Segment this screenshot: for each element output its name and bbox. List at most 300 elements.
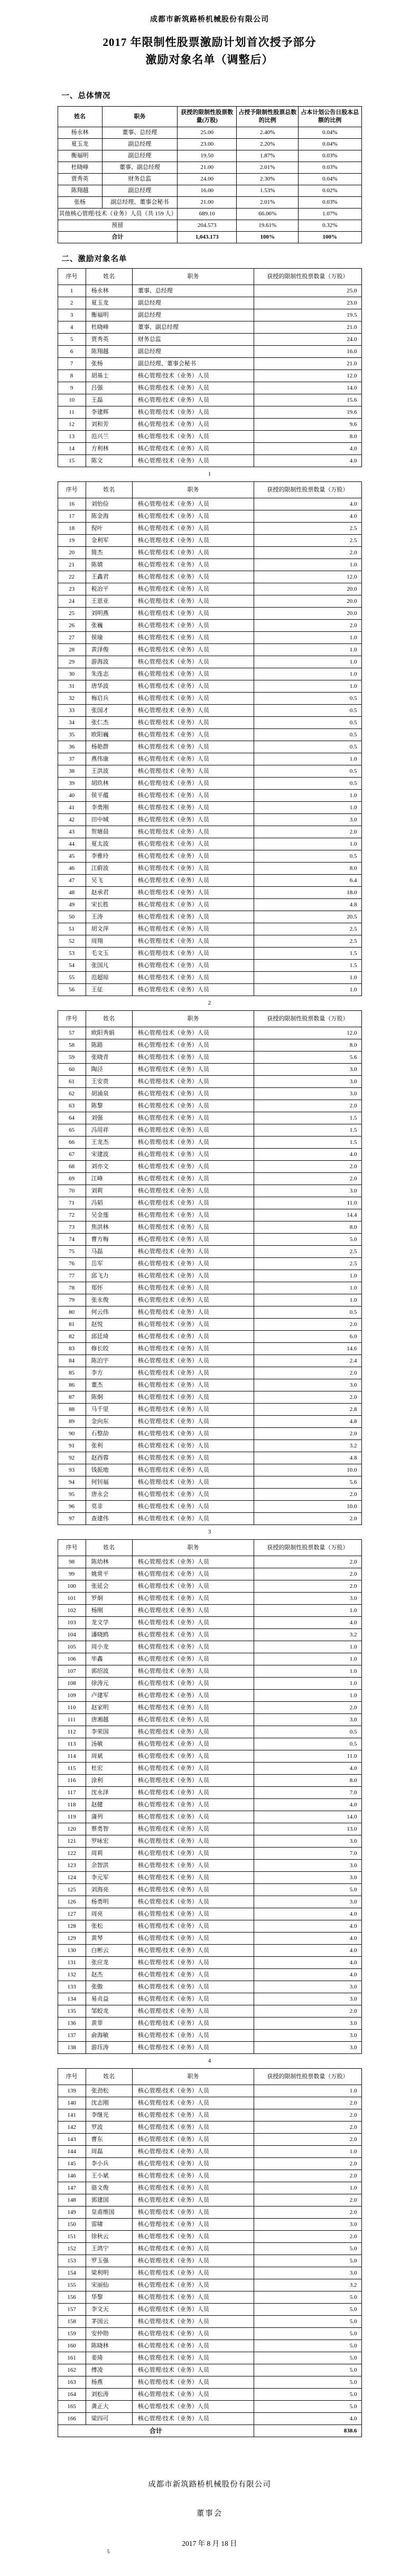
table-row (58, 1568, 361, 1580)
section-1-heading: 一、总体情况 (61, 92, 111, 100)
row-name: 何云伟 (86, 1306, 132, 1319)
summary-other-pct-granted: 66.06% (237, 209, 299, 220)
row-position: 核心管理/技术（业务）人员 (132, 2304, 254, 2316)
row-position: 核心管理/技术（业务）人员 (132, 1246, 254, 1258)
row-quantity: 8.0 (254, 1221, 361, 1234)
row-position: 核心管理/技术（业务）人员 (132, 1513, 254, 1525)
row-quantity: 8.0 (254, 863, 361, 875)
row-index: 86 (58, 1379, 86, 1391)
table-row (58, 1027, 361, 1039)
row-index: 33 (58, 705, 86, 717)
row-quantity: 5.0 (254, 2376, 361, 2389)
table-row (58, 717, 361, 729)
table-row (58, 1593, 361, 1605)
row-position: 核心管理/技术（业务）人员 (132, 1787, 254, 1799)
row-name: 江峰 (86, 1173, 132, 1185)
row-index: 150 (58, 2219, 86, 2231)
row-index: 34 (58, 717, 86, 729)
row-position: 核心管理/技术（业务）人员 (132, 1580, 254, 1593)
row-name: 曹东 (86, 2134, 132, 2146)
row-quantity: 4.0 (254, 1933, 361, 1945)
row-name: 李方 (86, 1367, 132, 1379)
row-index: 50 (58, 911, 86, 923)
row-name: 华黎 (86, 2291, 132, 2304)
row-quantity: 5.0 (254, 2401, 361, 2413)
table-row (58, 285, 361, 297)
row-position: 核心管理/技术（业务）人员 (132, 693, 254, 705)
row-index: 165 (58, 2401, 86, 2413)
row-name: 夏太波 (86, 838, 132, 850)
row-name: 皇甫维国 (86, 2206, 132, 2219)
row-quantity: 2.5 (254, 923, 361, 935)
list-header-cell: 获授的限制性股票数量（万股） (254, 1540, 361, 1556)
row-position: 核心管理/技术（业务）人员 (132, 2389, 254, 2401)
row-position: 核心管理/技术（业务）人员 (132, 443, 254, 455)
row-position: 核心管理/技术（业务）人员 (132, 2413, 254, 2425)
row-name: 范兴兰 (86, 431, 132, 443)
table-row (58, 1416, 361, 1428)
row-index: 105 (58, 1641, 86, 1653)
row-position: 核心管理/技术（业务）人员 (132, 1872, 254, 1884)
row-index: 79 (58, 1294, 86, 1306)
row-quantity: 4.0 (254, 1969, 361, 1981)
table-row (58, 1440, 361, 1452)
row-quantity: 3.0 (254, 2219, 361, 2231)
row-name: 卢建军 (86, 1690, 132, 1702)
row-index: 107 (58, 1665, 86, 1678)
list-header-cell: 职务 (132, 482, 254, 498)
row-index: 97 (58, 1513, 86, 1525)
row-quantity: 20.0 (254, 608, 361, 620)
row-quantity: 1.0 (254, 1294, 361, 1306)
row-quantity: 1.5 (254, 960, 361, 972)
row-position: 核心管理/技术（业务）人员 (132, 2194, 254, 2206)
row-index: 51 (58, 923, 86, 935)
row-quantity: 4.0 (254, 510, 361, 523)
row-name: 赵杰 (86, 1969, 132, 1981)
row-position: 副总经理 (132, 297, 254, 309)
row-name: 衡福明 (86, 309, 132, 321)
row-quantity: 1.5 (254, 948, 361, 960)
row-index: 69 (58, 1173, 86, 1185)
row-name: 陈金海 (86, 510, 132, 523)
row-name: 张国凡 (86, 960, 132, 972)
row-index: 132 (58, 1969, 86, 1981)
table-row (58, 2401, 361, 2413)
summary-reserved-qty: 204.573 (178, 220, 237, 232)
row-index: 148 (58, 2194, 86, 2206)
row-position: 核心管理/技术（业务）人员 (132, 2182, 254, 2194)
row-index: 99 (58, 1568, 86, 1580)
row-quantity: 3.0 (254, 1593, 361, 1605)
row-position: 核心管理/技术（业务）人员 (132, 1428, 254, 1440)
row-quantity: 0.5 (254, 778, 361, 790)
row-quantity: 1.0 (254, 668, 361, 680)
row-index: 129 (58, 1933, 86, 1945)
row-name: 姚常平 (86, 1568, 132, 1580)
row-quantity: 1.0 (254, 753, 361, 765)
row-quantity: 10.0 (254, 1501, 361, 1513)
row-quantity: 3.0 (254, 1088, 361, 1100)
table-row (58, 765, 361, 778)
summary-header-name: 姓名 (58, 107, 102, 127)
table-row (58, 1981, 361, 1993)
row-position: 核心管理/技术（业务）人员 (132, 394, 254, 406)
page-number: 1 (208, 471, 211, 477)
row-quantity: 2.5 (254, 523, 361, 535)
row-position: 核心管理/技术（业务）人员 (132, 1185, 254, 1197)
row-index: 62 (58, 1088, 86, 1100)
row-quantity: 1.0 (254, 1605, 361, 1617)
row-index: 66 (58, 1137, 86, 1149)
table-row (58, 814, 361, 826)
row-index: 153 (58, 2255, 86, 2267)
table-row (58, 778, 361, 790)
row-name: 王征 (86, 984, 132, 996)
row-index: 118 (58, 1799, 86, 1811)
table-row (58, 1957, 361, 1969)
row-name: 张巍 (86, 620, 132, 632)
row-index: 152 (58, 2243, 86, 2255)
row-position: 核心管理/技术（业务）人员 (132, 382, 254, 394)
row-quantity: 5.0 (254, 2389, 361, 2401)
row-quantity: 11.0 (254, 1750, 361, 1763)
row-name: 邹蛟龙 (86, 2005, 132, 2018)
table-row (58, 887, 361, 899)
row-position: 核心管理/技术（业务）人员 (132, 1835, 254, 1848)
summary-cell: 16.00 (178, 185, 237, 197)
row-position: 财务总监 (132, 334, 254, 346)
row-position: 核心管理/技术（业务）人员 (132, 935, 254, 948)
row-quantity: 2.0 (254, 1580, 361, 1593)
summary-cell: 2.01% (237, 197, 299, 209)
row-index: 158 (58, 2316, 86, 2328)
row-quantity: 3.2 (254, 1629, 361, 1641)
row-quantity: 14.4 (254, 1209, 361, 1221)
row-name: 傅凌 (86, 2364, 132, 2376)
row-quantity: 5.0 (254, 2328, 361, 2340)
table-row (58, 1258, 361, 1270)
row-name: 王鸿宁 (86, 2243, 132, 2255)
table-row (58, 705, 361, 717)
row-name: 宋丽仙 (86, 2279, 132, 2291)
row-quantity: 2.0 (254, 547, 361, 559)
table-row (58, 1993, 361, 2005)
table-row (58, 2304, 361, 2316)
row-index: 42 (58, 814, 86, 826)
row-quantity: 20.0 (254, 595, 361, 608)
row-name: 安仲勋 (86, 2328, 132, 2340)
row-index: 49 (58, 899, 86, 911)
row-quantity: 0.5 (254, 1738, 361, 1750)
row-index: 74 (58, 1234, 86, 1246)
row-index: 61 (58, 1076, 86, 1088)
row-name: 刘海亮 (86, 1884, 132, 1896)
table-row (58, 431, 361, 443)
summary-row (58, 185, 361, 197)
row-index: 24 (58, 595, 86, 608)
row-index: 45 (58, 850, 86, 863)
row-position: 核心管理/技术（业务）人员 (132, 1568, 254, 1580)
row-quantity: 6.4 (254, 875, 361, 887)
row-index: 60 (58, 1064, 86, 1076)
row-index: 135 (58, 2005, 86, 2018)
row-index: 38 (58, 765, 86, 778)
row-index: 63 (58, 1100, 86, 1112)
row-quantity: 2.0 (254, 1702, 361, 1714)
row-index: 128 (58, 1920, 86, 1933)
list-header-cell: 获授的限制性股票数量（万股） (254, 269, 361, 285)
row-position: 核心管理/技术（业务）人员 (132, 1993, 254, 2005)
table-row (58, 1726, 361, 1738)
incentive-table-segment (58, 2068, 362, 2437)
table-row (58, 1428, 361, 1440)
row-index: 55 (58, 972, 86, 984)
row-position: 核心管理/技术（业务）人员 (132, 498, 254, 510)
row-index: 10 (58, 394, 86, 406)
row-index: 156 (58, 2291, 86, 2304)
row-position: 核心管理/技术（业务）人员 (132, 510, 254, 523)
row-position: 副总经理 (132, 346, 254, 358)
row-quantity: 1.0 (254, 656, 361, 668)
row-position: 核心管理/技术（业务）人员 (132, 1306, 254, 1319)
row-position: 核心管理/技术（业务）人员 (132, 1137, 254, 1149)
row-index: 120 (58, 1823, 86, 1835)
table-row (58, 382, 361, 394)
row-index: 64 (58, 1112, 86, 1124)
row-name: 周翔 (86, 935, 132, 948)
row-position: 核心管理/技术（业务）人员 (132, 2042, 254, 2054)
row-position: 核心管理/技术（业务）人员 (132, 1763, 254, 1775)
list-header-cell: 序号 (58, 482, 86, 498)
row-name: 张国才 (86, 705, 132, 717)
summary-total-pct-capital: 100% (299, 232, 361, 243)
row-index: 114 (58, 1750, 86, 1763)
row-quantity: 8.0 (254, 1775, 361, 1787)
row-index: 121 (58, 1835, 86, 1848)
row-name: 修长皎 (86, 1343, 132, 1355)
row-name: 朱连志 (86, 668, 132, 680)
row-index: 7 (58, 358, 86, 370)
table-row (58, 583, 361, 595)
row-quantity: 1.0 (254, 2085, 361, 2097)
row-quantity: 4.0 (254, 443, 361, 455)
row-quantity: 4.0 (254, 1149, 361, 1161)
table-row (58, 1076, 361, 1088)
row-position: 核心管理/技术（业务）人员 (132, 1221, 254, 1234)
table-row (58, 693, 361, 705)
row-quantity: 1.0 (254, 1690, 361, 1702)
row-quantity: 0.5 (254, 1726, 361, 1738)
summary-other-qty: 689.10 (178, 209, 237, 220)
row-quantity: 1.0 (254, 972, 361, 984)
row-quantity: 2.8 (254, 1404, 361, 1416)
row-position: 核心管理/技术（业务）人员 (132, 717, 254, 729)
row-quantity: 5.0 (254, 2291, 361, 2304)
incentive-table-segment (58, 1010, 362, 1525)
row-quantity: 2.0 (254, 1428, 361, 1440)
row-name: 蔡勇智 (86, 1823, 132, 1835)
summary-total-label: 合计 (58, 232, 178, 243)
row-position: 核心管理/技术（业务）人员 (132, 802, 254, 814)
row-name: 王龙杰 (86, 1137, 132, 1149)
row-position: 核心管理/技术（业务）人员 (132, 838, 254, 850)
row-quantity: 3.2 (254, 1440, 361, 1452)
row-quantity: 2.0 (254, 2005, 361, 2018)
row-name: 田中城 (86, 814, 132, 826)
row-quantity: 3.0 (254, 2267, 361, 2279)
table-row (58, 2194, 361, 2206)
summary-reserved-label: 预留 (58, 220, 178, 232)
row-name: 张劲松 (86, 2085, 132, 2097)
list-header-row (58, 269, 361, 285)
row-index: 21 (58, 559, 86, 571)
row-quantity: 3.0 (254, 814, 361, 826)
row-name: 刘明燕 (86, 608, 132, 620)
table-row (58, 498, 361, 510)
row-quantity: 1.5 (254, 1112, 361, 1124)
row-name: 徐涛元 (86, 1678, 132, 1690)
row-quantity: 7.0 (254, 1787, 361, 1799)
table-row (58, 899, 361, 911)
summary-cell: 1.87% (237, 150, 299, 162)
table-row (58, 334, 361, 346)
list-header-cell: 职务 (132, 2069, 254, 2085)
row-position: 核心管理/技术（业务）人员 (132, 1416, 254, 1428)
row-index: 84 (58, 1355, 86, 1367)
row-name: 骆文俊 (86, 2182, 132, 2194)
row-index: 17 (58, 510, 86, 523)
row-position: 核心管理/技术（业务）人员 (132, 1476, 254, 1489)
row-index: 37 (58, 753, 86, 765)
summary-cell: 副总经理 (102, 150, 178, 162)
row-position: 核心管理/技术（业务）人员 (132, 620, 254, 632)
row-index: 119 (58, 1811, 86, 1823)
row-quantity: 2.0 (254, 826, 361, 838)
list-header-row (58, 2069, 361, 2085)
row-index: 83 (58, 1343, 86, 1355)
row-name: 张延会 (86, 1580, 132, 1593)
row-name: 梅启兵 (86, 693, 132, 705)
row-index: 9 (58, 382, 86, 394)
table-row (58, 838, 361, 850)
table-row (58, 2030, 361, 2042)
list-header-row (58, 482, 361, 498)
row-name: 赵悦 (86, 1319, 132, 1331)
row-quantity: 5.0 (254, 2255, 361, 2267)
row-name: 黄泽俊 (86, 644, 132, 656)
row-name: 郑怀 (86, 1282, 132, 1294)
row-index: 54 (58, 960, 86, 972)
row-name: 钱振地 (86, 1464, 132, 1476)
row-name: 陈文 (86, 455, 132, 467)
row-position: 核心管理/技术（业务）人员 (132, 729, 254, 741)
table-row (58, 1173, 361, 1185)
row-index: 12 (58, 419, 86, 431)
list-header-row (58, 1540, 361, 1556)
row-index: 85 (58, 1367, 86, 1379)
list-header-cell: 序号 (58, 1011, 86, 1027)
row-index: 76 (58, 1258, 86, 1270)
row-quantity: 0.5 (254, 705, 361, 717)
table-row (58, 826, 361, 838)
row-index: 87 (58, 1391, 86, 1404)
row-index: 126 (58, 1896, 86, 1908)
table-row (58, 2182, 361, 2194)
row-index: 75 (58, 1246, 86, 1258)
row-quantity: 1.0 (254, 2146, 361, 2158)
row-index: 162 (58, 2364, 86, 2376)
row-quantity: 0.5 (254, 741, 361, 753)
row-position: 核心管理/技术（业务）人员 (132, 1799, 254, 1811)
summary-total-pct-granted: 100% (237, 232, 299, 243)
list-header-cell: 姓名 (86, 482, 132, 498)
row-position: 核心管理/技术（业务）人员 (132, 1391, 254, 1404)
row-index: 141 (58, 2109, 86, 2122)
summary-cell: 23.00 (178, 139, 237, 150)
row-position: 核心管理/技术（业务）人员 (132, 2005, 254, 2018)
row-position: 核心管理/技术（业务）人员 (132, 2401, 254, 2413)
row-position: 核心管理/技术（业务）人员 (132, 419, 254, 431)
row-index: 91 (58, 1440, 86, 1452)
table-row (58, 1379, 361, 1391)
table-row (58, 1404, 361, 1416)
table-row (58, 1391, 361, 1404)
row-name: 李小兵 (86, 2158, 132, 2170)
table-row (58, 2413, 361, 2425)
row-quantity: 0.5 (254, 1306, 361, 1319)
row-position: 核心管理/技术（业务）人员 (132, 1556, 254, 1568)
row-name: 罗玉强 (86, 2255, 132, 2267)
row-quantity: 2.5 (254, 535, 361, 547)
row-position: 核心管理/技术（业务）人员 (132, 705, 254, 717)
row-quantity: 5.0 (254, 2316, 361, 2328)
row-name: 冯韬 (86, 1197, 132, 1209)
row-index: 18 (58, 523, 86, 535)
row-quantity: 12.0 (254, 571, 361, 583)
row-index: 26 (58, 620, 86, 632)
table-row (58, 1750, 361, 1763)
row-name: 贺塘晨 (86, 826, 132, 838)
table-row (58, 1294, 361, 1306)
row-quantity: 3.0 (254, 2018, 361, 2030)
row-position: 董事、总经理 (132, 285, 254, 297)
row-index: 154 (58, 2267, 86, 2279)
row-name: 吴金莲 (86, 1209, 132, 1221)
row-name: 陈炯 (86, 1391, 132, 1404)
table-row (58, 1714, 361, 1726)
row-position: 核心管理/技术（业务）人员 (132, 790, 254, 802)
table-row (58, 790, 361, 802)
row-quantity: 0.5 (254, 693, 361, 705)
row-index: 112 (58, 1726, 86, 1738)
row-quantity: 23.0 (254, 297, 361, 309)
row-name: 陈晓林 (86, 2340, 132, 2352)
row-name: 吴飞 (86, 875, 132, 887)
row-position: 核心管理/技术（业务）人员 (132, 1440, 254, 1452)
row-position: 核心管理/技术（业务）人员 (132, 1100, 254, 1112)
table-row (58, 1799, 361, 1811)
section-2-heading: 二、激励对象名单 (61, 255, 127, 263)
summary-row-total (58, 232, 361, 243)
row-name: 倪叶 (86, 523, 132, 535)
row-quantity: 4.0 (254, 1945, 361, 1957)
row-quantity: 16.0 (254, 346, 361, 358)
table-row (58, 984, 361, 996)
row-name: 郭绍波 (86, 1665, 132, 1678)
table-row (58, 2085, 361, 2097)
row-position: 核心管理/技术（业务）人员 (132, 887, 254, 899)
